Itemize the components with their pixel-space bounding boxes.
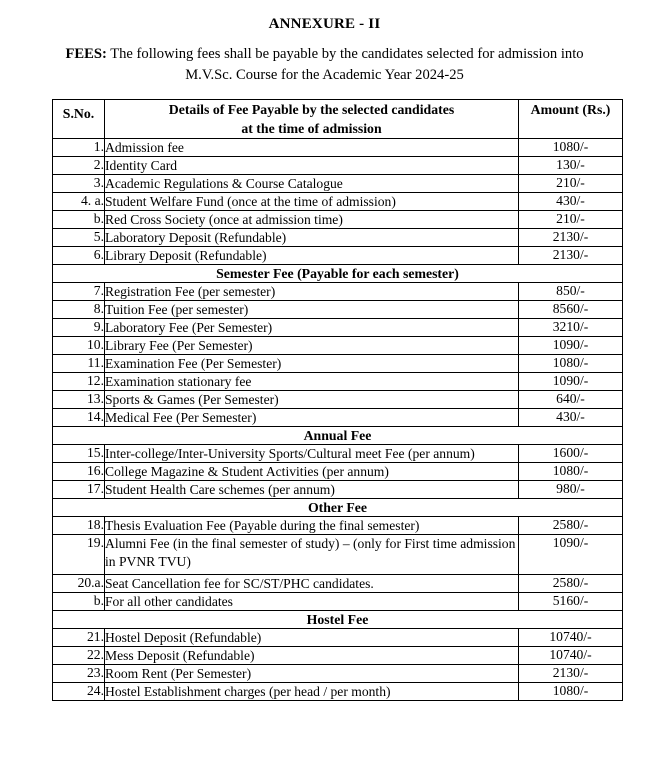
table-row xyxy=(53,157,623,175)
cell-amount: 1080/- xyxy=(519,463,623,481)
cell-fee-detail: Library Deposit (Refundable) xyxy=(105,247,519,265)
cell-fee-detail: For all other candidates xyxy=(105,593,519,611)
page-title: ANNEXURE - II xyxy=(268,16,381,32)
section-title: Other Fee xyxy=(53,499,623,517)
cell-serial-number: 15. xyxy=(53,445,105,463)
cell-serial-number: 20.a. xyxy=(53,575,105,593)
fees-label: FEES: xyxy=(65,46,107,62)
table-row xyxy=(53,373,623,391)
cell-amount: 1600/- xyxy=(519,445,623,463)
cell-serial-number: 22. xyxy=(53,647,105,665)
table-row xyxy=(53,301,623,319)
cell-amount: 5160/- xyxy=(519,593,623,611)
cell-serial-number: 8. xyxy=(53,301,105,319)
table-row xyxy=(53,481,623,499)
fee-table xyxy=(52,99,623,701)
cell-amount: 430/- xyxy=(519,193,623,211)
table-row xyxy=(53,247,623,265)
table-row xyxy=(53,391,623,409)
table-row xyxy=(53,575,623,593)
cell-serial-number: 12. xyxy=(53,373,105,391)
cell-fee-detail: Hostel Deposit (Refundable) xyxy=(105,629,519,647)
cell-serial-number: 2. xyxy=(53,157,105,175)
cell-amount: 640/- xyxy=(519,391,623,409)
table-row xyxy=(53,665,623,683)
cell-fee-detail: Identity Card xyxy=(105,157,519,175)
cell-fee-detail: Laboratory Deposit (Refundable) xyxy=(105,229,519,247)
cell-fee-detail: Examination Fee (Per Semester) xyxy=(105,355,519,373)
column-header-sno: S.No. xyxy=(53,100,105,139)
cell-fee-detail: Registration Fee (per semester) xyxy=(105,283,519,301)
table-row xyxy=(53,683,623,701)
table-section-row xyxy=(53,265,623,283)
cell-amount: 10740/- xyxy=(519,647,623,665)
cell-fee-detail: Sports & Games (Per Semester) xyxy=(105,391,519,409)
table-row xyxy=(53,593,623,611)
cell-fee-detail: Laboratory Fee (Per Semester) xyxy=(105,319,519,337)
cell-serial-number: 21. xyxy=(53,629,105,647)
cell-amount: 1090/- xyxy=(519,373,623,391)
table-row xyxy=(53,629,623,647)
table-row xyxy=(53,139,623,157)
cell-fee-detail: Hostel Establishment charges (per head / per month) xyxy=(105,683,519,701)
cell-fee-detail: Student Health Care schemes (per annum) xyxy=(105,481,519,499)
cell-fee-detail: College Magazine & Student Activities (per annum) xyxy=(105,463,519,481)
cell-serial-number: 16. xyxy=(53,463,105,481)
cell-amount: 1090/- xyxy=(519,535,623,575)
cell-fee-detail: Tuition Fee (per semester) xyxy=(105,301,519,319)
cell-amount: 980/- xyxy=(519,481,623,499)
cell-serial-number: b. xyxy=(53,593,105,611)
cell-serial-number: 18. xyxy=(53,517,105,535)
cell-amount: 2580/- xyxy=(519,517,623,535)
fee-table-body xyxy=(53,139,623,701)
column-header-details xyxy=(105,100,519,139)
cell-amount: 2130/- xyxy=(519,247,623,265)
cell-amount: 1080/- xyxy=(519,355,623,373)
cell-serial-number: 19. xyxy=(53,535,105,575)
fees-intro-line-1: The following fees shall be payable by the candidates selected for admission into xyxy=(106,46,584,62)
cell-amount: 850/- xyxy=(519,283,623,301)
cell-amount: 130/- xyxy=(519,157,623,175)
table-header-row xyxy=(53,100,623,139)
cell-amount: 1090/- xyxy=(519,337,623,355)
cell-amount: 210/- xyxy=(519,211,623,229)
cell-fee-detail: Room Rent (Per Semester) xyxy=(105,665,519,683)
section-title: Semester Fee (Payable for each semester) xyxy=(53,265,623,283)
cell-amount: 3210/- xyxy=(519,319,623,337)
cell-amount: 8560/- xyxy=(519,301,623,319)
table-row xyxy=(53,409,623,427)
cell-fee-detail: Mess Deposit (Refundable) xyxy=(105,647,519,665)
section-title: Hostel Fee xyxy=(53,611,623,629)
cell-fee-detail: Inter-college/Inter-University Sports/Cultural meet Fee (per annum) xyxy=(105,445,519,463)
table-section-row xyxy=(53,611,623,629)
cell-fee-detail: Library Fee (Per Semester) xyxy=(105,337,519,355)
cell-amount: 10740/- xyxy=(519,629,623,647)
fees-intro-line-2: M.V.Sc. Course for the Academic Year 2024-25 xyxy=(185,67,464,83)
column-header-amount: Amount (Rs.) xyxy=(519,100,623,139)
cell-serial-number: 11. xyxy=(53,355,105,373)
cell-fee-detail: Student Welfare Fund (once at the time of admission) xyxy=(105,193,519,211)
cell-amount: 2580/- xyxy=(519,575,623,593)
cell-fee-detail: Red Cross Society (once at admission time) xyxy=(105,211,519,229)
section-title: Annual Fee xyxy=(53,427,623,445)
table-row xyxy=(53,337,623,355)
cell-fee-detail: Seat Cancellation fee for SC/ST/PHC candidates. xyxy=(105,575,519,593)
table-row xyxy=(53,175,623,193)
cell-amount: 1080/- xyxy=(519,139,623,157)
table-section-row xyxy=(53,499,623,517)
cell-serial-number: 23. xyxy=(53,665,105,683)
cell-fee-detail: Academic Regulations & Course Catalogue xyxy=(105,175,519,193)
cell-serial-number: 1. xyxy=(53,139,105,157)
table-section-row xyxy=(53,427,623,445)
cell-serial-number: 10. xyxy=(53,337,105,355)
table-row xyxy=(53,283,623,301)
cell-serial-number: 4. a. xyxy=(53,193,105,211)
cell-serial-number: 7. xyxy=(53,283,105,301)
cell-serial-number: 13. xyxy=(53,391,105,409)
cell-serial-number: b. xyxy=(53,211,105,229)
cell-amount: 2130/- xyxy=(519,665,623,683)
table-row xyxy=(53,229,623,247)
cell-serial-number: 24. xyxy=(53,683,105,701)
table-row xyxy=(53,355,623,373)
fee-table-head xyxy=(53,100,623,139)
fee-table-container xyxy=(52,99,622,701)
cell-fee-detail: Admission fee xyxy=(105,139,519,157)
table-row xyxy=(53,319,623,337)
cell-fee-detail: Examination stationary fee xyxy=(105,373,519,391)
cell-amount: 430/- xyxy=(519,409,623,427)
column-header-details-line-2: at the time of admission xyxy=(241,121,382,136)
table-row xyxy=(53,517,623,535)
cell-amount: 2130/- xyxy=(519,229,623,247)
cell-fee-detail: Medical Fee (Per Semester) xyxy=(105,409,519,427)
table-row xyxy=(53,647,623,665)
table-row xyxy=(53,535,623,575)
cell-fee-detail: Alumni Fee (in the final semester of study) – (only for First time admission in PVNR TVU) xyxy=(105,535,519,575)
cell-serial-number: 3. xyxy=(53,175,105,193)
table-row xyxy=(53,193,623,211)
column-header-details-line-1: Details of Fee Payable by the selected candidates xyxy=(168,102,455,117)
cell-serial-number: 9. xyxy=(53,319,105,337)
cell-serial-number: 5. xyxy=(53,229,105,247)
fees-intro-paragraph xyxy=(0,33,649,86)
cell-serial-number: 17. xyxy=(53,481,105,499)
cell-amount: 210/- xyxy=(519,175,623,193)
cell-serial-number: 6. xyxy=(53,247,105,265)
table-row xyxy=(53,463,623,481)
cell-serial-number: 14. xyxy=(53,409,105,427)
table-row xyxy=(53,445,623,463)
cell-amount: 1080/- xyxy=(519,683,623,701)
cell-fee-detail: Thesis Evaluation Fee (Payable during the final semester) xyxy=(105,517,519,535)
table-row xyxy=(53,211,623,229)
